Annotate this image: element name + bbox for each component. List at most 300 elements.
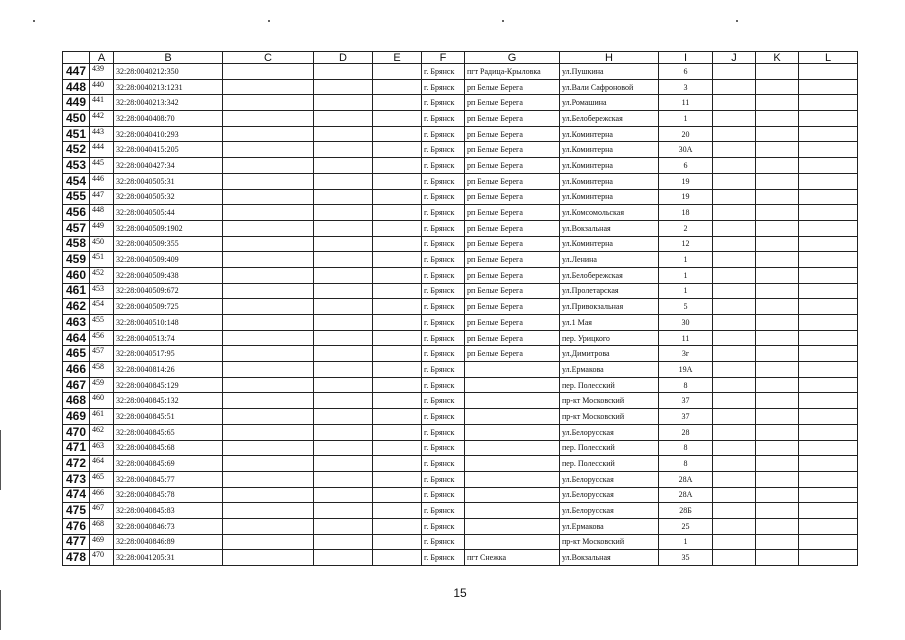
cell-d[interactable] [314, 173, 373, 189]
cell-e[interactable] [373, 503, 422, 519]
row-number[interactable]: 461 [63, 283, 90, 299]
cell-c[interactable] [223, 189, 314, 205]
cell-j[interactable] [713, 111, 756, 127]
cell-h[interactable]: ул.Пролетарская [560, 283, 659, 299]
cell-l[interactable] [799, 377, 858, 393]
cell-j[interactable] [713, 79, 756, 95]
cell-a[interactable]: 469 [90, 534, 114, 550]
cell-g[interactable]: рп Белые Берега [465, 142, 560, 158]
cell-f[interactable]: г. Брянск [422, 64, 465, 80]
cell-f[interactable]: г. Брянск [422, 95, 465, 111]
cell-i[interactable]: 3г [659, 346, 713, 362]
cell-j[interactable] [713, 220, 756, 236]
cell-d[interactable] [314, 79, 373, 95]
cell-h[interactable]: пр-кт Московский [560, 409, 659, 425]
cell-d[interactable] [314, 64, 373, 80]
column-header-j[interactable]: J [713, 52, 756, 64]
cell-l[interactable] [799, 142, 858, 158]
cell-j[interactable] [713, 252, 756, 268]
row-number[interactable]: 462 [63, 299, 90, 315]
cell-d[interactable] [314, 471, 373, 487]
cell-e[interactable] [373, 456, 422, 472]
cell-b[interactable]: 32:28:0040509:355 [114, 236, 223, 252]
cell-c[interactable] [223, 111, 314, 127]
cell-f[interactable]: г. Брянск [422, 456, 465, 472]
column-header-h[interactable]: H [560, 52, 659, 64]
column-header-i[interactable]: I [659, 52, 713, 64]
cell-h[interactable]: пр-кт Московский [560, 393, 659, 409]
cell-l[interactable] [799, 64, 858, 80]
cell-i[interactable]: 1 [659, 283, 713, 299]
cell-k[interactable] [756, 362, 799, 378]
cell-h[interactable]: ул.Белобережская [560, 267, 659, 283]
cell-d[interactable] [314, 267, 373, 283]
cell-h[interactable]: ул.Коминтерна [560, 142, 659, 158]
cell-h[interactable]: ул.Комсомольская [560, 205, 659, 221]
cell-j[interactable] [713, 440, 756, 456]
row-number[interactable]: 454 [63, 173, 90, 189]
cell-h[interactable]: пер. Полесский [560, 377, 659, 393]
cell-k[interactable] [756, 267, 799, 283]
cell-b[interactable]: 32:28:0040505:32 [114, 189, 223, 205]
cell-f[interactable]: г. Брянск [422, 173, 465, 189]
cell-i[interactable]: 6 [659, 158, 713, 174]
cell-k[interactable] [756, 283, 799, 299]
cell-l[interactable] [799, 487, 858, 503]
cell-k[interactable] [756, 409, 799, 425]
cell-i[interactable]: 5 [659, 299, 713, 315]
cell-i[interactable]: 25 [659, 518, 713, 534]
cell-k[interactable] [756, 173, 799, 189]
cell-c[interactable] [223, 409, 314, 425]
cell-j[interactable] [713, 393, 756, 409]
cell-a[interactable]: 464 [90, 456, 114, 472]
cell-a[interactable]: 451 [90, 252, 114, 268]
cell-h[interactable]: ул.Вокзальная [560, 220, 659, 236]
cell-g[interactable] [465, 518, 560, 534]
cell-c[interactable] [223, 205, 314, 221]
column-header-l[interactable]: L [799, 52, 858, 64]
cell-h[interactable]: ул.Коминтерна [560, 173, 659, 189]
cell-f[interactable]: г. Брянск [422, 252, 465, 268]
column-header-c[interactable]: C [223, 52, 314, 64]
cell-c[interactable] [223, 95, 314, 111]
cell-k[interactable] [756, 158, 799, 174]
cell-f[interactable]: г. Брянск [422, 283, 465, 299]
cell-c[interactable] [223, 487, 314, 503]
cell-j[interactable] [713, 158, 756, 174]
cell-g[interactable] [465, 456, 560, 472]
cell-e[interactable] [373, 220, 422, 236]
cell-c[interactable] [223, 503, 314, 519]
cell-e[interactable] [373, 550, 422, 566]
cell-l[interactable] [799, 424, 858, 440]
cell-a[interactable]: 459 [90, 377, 114, 393]
row-number[interactable]: 455 [63, 189, 90, 205]
cell-e[interactable] [373, 409, 422, 425]
column-header-g[interactable]: G [465, 52, 560, 64]
cell-i[interactable]: 2 [659, 220, 713, 236]
cell-j[interactable] [713, 377, 756, 393]
cell-l[interactable] [799, 315, 858, 331]
cell-g[interactable]: рп Белые Берега [465, 236, 560, 252]
row-number[interactable]: 477 [63, 534, 90, 550]
cell-k[interactable] [756, 330, 799, 346]
cell-l[interactable] [799, 534, 858, 550]
cell-e[interactable] [373, 189, 422, 205]
cell-g[interactable] [465, 393, 560, 409]
cell-f[interactable]: г. Брянск [422, 205, 465, 221]
cell-j[interactable] [713, 503, 756, 519]
cell-i[interactable]: 8 [659, 377, 713, 393]
cell-a[interactable]: 444 [90, 142, 114, 158]
cell-f[interactable]: г. Брянск [422, 220, 465, 236]
cell-a[interactable]: 461 [90, 409, 114, 425]
cell-l[interactable] [799, 409, 858, 425]
cell-h[interactable]: ул.Белорусская [560, 424, 659, 440]
cell-j[interactable] [713, 409, 756, 425]
cell-f[interactable]: г. Брянск [422, 330, 465, 346]
row-number[interactable]: 463 [63, 315, 90, 331]
cell-l[interactable] [799, 252, 858, 268]
cell-b[interactable]: 32:28:0040845:69 [114, 456, 223, 472]
cell-h[interactable]: ул.1 Мая [560, 315, 659, 331]
cell-d[interactable] [314, 487, 373, 503]
cell-k[interactable] [756, 424, 799, 440]
cell-l[interactable] [799, 236, 858, 252]
cell-e[interactable] [373, 377, 422, 393]
cell-h[interactable]: пр-кт Московский [560, 534, 659, 550]
cell-f[interactable]: г. Брянск [422, 126, 465, 142]
row-number[interactable]: 478 [63, 550, 90, 566]
cell-j[interactable] [713, 173, 756, 189]
cell-d[interactable] [314, 299, 373, 315]
cell-d[interactable] [314, 456, 373, 472]
row-number[interactable]: 453 [63, 158, 90, 174]
row-number[interactable]: 456 [63, 205, 90, 221]
cell-e[interactable] [373, 252, 422, 268]
column-header-b[interactable]: B [114, 52, 223, 64]
cell-l[interactable] [799, 346, 858, 362]
cell-j[interactable] [713, 471, 756, 487]
cell-c[interactable] [223, 267, 314, 283]
cell-e[interactable] [373, 346, 422, 362]
cell-b[interactable]: 32:28:0040408:70 [114, 111, 223, 127]
cell-b[interactable]: 32:28:0040509:1902 [114, 220, 223, 236]
cell-h[interactable]: ул.Пушкина [560, 64, 659, 80]
cell-f[interactable]: г. Брянск [422, 142, 465, 158]
cell-j[interactable] [713, 267, 756, 283]
cell-i[interactable]: 18 [659, 205, 713, 221]
row-number[interactable]: 476 [63, 518, 90, 534]
cell-k[interactable] [756, 377, 799, 393]
cell-b[interactable]: 32:28:0040845:51 [114, 409, 223, 425]
cell-c[interactable] [223, 64, 314, 80]
cell-g[interactable]: пгт Снежка [465, 550, 560, 566]
cell-h[interactable]: пер. Полесский [560, 440, 659, 456]
cell-g[interactable] [465, 471, 560, 487]
cell-k[interactable] [756, 252, 799, 268]
cell-a[interactable]: 463 [90, 440, 114, 456]
cell-d[interactable] [314, 220, 373, 236]
row-number[interactable]: 464 [63, 330, 90, 346]
cell-l[interactable] [799, 79, 858, 95]
row-number[interactable]: 460 [63, 267, 90, 283]
cell-d[interactable] [314, 95, 373, 111]
cell-b[interactable]: 32:28:0040814:26 [114, 362, 223, 378]
cell-h[interactable]: ул.Коминтерна [560, 236, 659, 252]
cell-b[interactable]: 32:28:0040415:205 [114, 142, 223, 158]
cell-b[interactable]: 32:28:0040845:83 [114, 503, 223, 519]
cell-a[interactable]: 449 [90, 220, 114, 236]
cell-i[interactable]: 37 [659, 393, 713, 409]
cell-f[interactable]: г. Брянск [422, 440, 465, 456]
cell-c[interactable] [223, 346, 314, 362]
cell-e[interactable] [373, 142, 422, 158]
cell-h[interactable]: ул.Привокзальная [560, 299, 659, 315]
cell-f[interactable]: г. Брянск [422, 534, 465, 550]
cell-j[interactable] [713, 534, 756, 550]
cell-a[interactable]: 441 [90, 95, 114, 111]
cell-k[interactable] [756, 518, 799, 534]
column-header-a[interactable]: A [90, 52, 114, 64]
cell-k[interactable] [756, 205, 799, 221]
cell-b[interactable]: 32:28:0041205:31 [114, 550, 223, 566]
cell-e[interactable] [373, 126, 422, 142]
cell-f[interactable]: г. Брянск [422, 377, 465, 393]
cell-j[interactable] [713, 64, 756, 80]
cell-d[interactable] [314, 409, 373, 425]
cell-i[interactable]: 8 [659, 440, 713, 456]
cell-g[interactable]: рп Белые Берега [465, 111, 560, 127]
cell-l[interactable] [799, 471, 858, 487]
cell-k[interactable] [756, 111, 799, 127]
cell-h[interactable]: ул.Коминтерна [560, 126, 659, 142]
cell-g[interactable] [465, 362, 560, 378]
cell-h[interactable]: ул.Вали Сафроновой [560, 79, 659, 95]
cell-a[interactable]: 448 [90, 205, 114, 221]
cell-d[interactable] [314, 534, 373, 550]
cell-k[interactable] [756, 346, 799, 362]
cell-b[interactable]: 32:28:0040410:293 [114, 126, 223, 142]
cell-d[interactable] [314, 377, 373, 393]
cell-l[interactable] [799, 95, 858, 111]
cell-k[interactable] [756, 79, 799, 95]
cell-l[interactable] [799, 220, 858, 236]
cell-g[interactable]: рп Белые Берега [465, 126, 560, 142]
cell-i[interactable]: 1 [659, 111, 713, 127]
cell-k[interactable] [756, 456, 799, 472]
cell-k[interactable] [756, 189, 799, 205]
row-number[interactable]: 475 [63, 503, 90, 519]
cell-i[interactable]: 3 [659, 79, 713, 95]
cell-j[interactable] [713, 518, 756, 534]
cell-c[interactable] [223, 424, 314, 440]
cell-e[interactable] [373, 111, 422, 127]
cell-i[interactable]: 28 [659, 424, 713, 440]
cell-d[interactable] [314, 189, 373, 205]
cell-e[interactable] [373, 79, 422, 95]
cell-b[interactable]: 32:28:0040513:74 [114, 330, 223, 346]
cell-c[interactable] [223, 283, 314, 299]
column-header-k[interactable]: K [756, 52, 799, 64]
cell-b[interactable]: 32:28:0040845:129 [114, 377, 223, 393]
cell-e[interactable] [373, 283, 422, 299]
cell-j[interactable] [713, 330, 756, 346]
cell-i[interactable]: 30А [659, 142, 713, 158]
cell-a[interactable]: 450 [90, 236, 114, 252]
cell-a[interactable]: 455 [90, 315, 114, 331]
cell-b[interactable]: 32:28:0040505:31 [114, 173, 223, 189]
cell-h[interactable]: пер. Урицкого [560, 330, 659, 346]
cell-c[interactable] [223, 173, 314, 189]
cell-c[interactable] [223, 299, 314, 315]
cell-h[interactable]: ул.Белобережская [560, 111, 659, 127]
cell-i[interactable]: 35 [659, 550, 713, 566]
cell-c[interactable] [223, 236, 314, 252]
cell-b[interactable]: 32:28:0040845:132 [114, 393, 223, 409]
cell-j[interactable] [713, 456, 756, 472]
cell-b[interactable]: 32:28:0040845:77 [114, 471, 223, 487]
cell-d[interactable] [314, 424, 373, 440]
cell-g[interactable]: рп Белые Берега [465, 79, 560, 95]
cell-c[interactable] [223, 377, 314, 393]
cell-j[interactable] [713, 142, 756, 158]
cell-e[interactable] [373, 440, 422, 456]
cell-b[interactable]: 32:28:0040510:148 [114, 315, 223, 331]
cell-j[interactable] [713, 95, 756, 111]
cell-g[interactable]: рп Белые Берега [465, 330, 560, 346]
cell-d[interactable] [314, 346, 373, 362]
cell-i[interactable]: 1 [659, 534, 713, 550]
cell-a[interactable]: 442 [90, 111, 114, 127]
cell-i[interactable]: 28А [659, 471, 713, 487]
cell-d[interactable] [314, 126, 373, 142]
cell-a[interactable]: 447 [90, 189, 114, 205]
cell-j[interactable] [713, 550, 756, 566]
cell-j[interactable] [713, 126, 756, 142]
cell-d[interactable] [314, 142, 373, 158]
cell-a[interactable]: 460 [90, 393, 114, 409]
cell-d[interactable] [314, 158, 373, 174]
row-number[interactable]: 469 [63, 409, 90, 425]
cell-i[interactable]: 12 [659, 236, 713, 252]
row-number[interactable]: 473 [63, 471, 90, 487]
cell-b[interactable]: 32:28:0040509:672 [114, 283, 223, 299]
row-number[interactable]: 467 [63, 377, 90, 393]
cell-k[interactable] [756, 503, 799, 519]
cell-f[interactable]: г. Брянск [422, 487, 465, 503]
cell-f[interactable]: г. Брянск [422, 424, 465, 440]
cell-a[interactable]: 452 [90, 267, 114, 283]
cell-g[interactable] [465, 503, 560, 519]
cell-b[interactable]: 32:28:0040212:350 [114, 64, 223, 80]
cell-c[interactable] [223, 126, 314, 142]
cell-l[interactable] [799, 518, 858, 534]
cell-e[interactable] [373, 158, 422, 174]
cell-h[interactable]: ул.Ермакова [560, 362, 659, 378]
cell-i[interactable]: 19 [659, 189, 713, 205]
cell-a[interactable]: 446 [90, 173, 114, 189]
cell-b[interactable]: 32:28:0040846:89 [114, 534, 223, 550]
row-number[interactable]: 470 [63, 424, 90, 440]
cell-l[interactable] [799, 283, 858, 299]
cell-a[interactable]: 454 [90, 299, 114, 315]
cell-c[interactable] [223, 534, 314, 550]
cell-g[interactable] [465, 377, 560, 393]
cell-a[interactable]: 457 [90, 346, 114, 362]
cell-l[interactable] [799, 550, 858, 566]
cell-b[interactable]: 32:28:0040845:68 [114, 440, 223, 456]
cell-h[interactable]: ул.Белорусская [560, 471, 659, 487]
cell-k[interactable] [756, 95, 799, 111]
cell-g[interactable] [465, 440, 560, 456]
row-number[interactable]: 457 [63, 220, 90, 236]
cell-f[interactable]: г. Брянск [422, 189, 465, 205]
cell-h[interactable]: ул.Ленина [560, 252, 659, 268]
cell-k[interactable] [756, 471, 799, 487]
cell-c[interactable] [223, 158, 314, 174]
cell-c[interactable] [223, 362, 314, 378]
cell-c[interactable] [223, 518, 314, 534]
row-number[interactable]: 458 [63, 236, 90, 252]
cell-l[interactable] [799, 158, 858, 174]
cell-c[interactable] [223, 142, 314, 158]
cell-h[interactable]: ул.Вокзальная [560, 550, 659, 566]
cell-i[interactable]: 11 [659, 330, 713, 346]
cell-f[interactable]: г. Брянск [422, 79, 465, 95]
cell-c[interactable] [223, 471, 314, 487]
cell-h[interactable]: ул.Ромашина [560, 95, 659, 111]
cell-f[interactable]: г. Брянск [422, 362, 465, 378]
cell-j[interactable] [713, 315, 756, 331]
cell-d[interactable] [314, 362, 373, 378]
cell-e[interactable] [373, 393, 422, 409]
cell-c[interactable] [223, 456, 314, 472]
cell-c[interactable] [223, 79, 314, 95]
cell-f[interactable]: г. Брянск [422, 111, 465, 127]
cell-a[interactable]: 468 [90, 518, 114, 534]
cell-i[interactable]: 37 [659, 409, 713, 425]
cell-f[interactable]: г. Брянск [422, 503, 465, 519]
cell-h[interactable]: ул.Коминтерна [560, 189, 659, 205]
cell-b[interactable]: 32:28:0040846:73 [114, 518, 223, 534]
cell-h[interactable]: ул.Ермакова [560, 518, 659, 534]
cell-g[interactable] [465, 409, 560, 425]
cell-e[interactable] [373, 267, 422, 283]
cell-k[interactable] [756, 550, 799, 566]
cell-j[interactable] [713, 487, 756, 503]
cell-a[interactable]: 467 [90, 503, 114, 519]
row-number[interactable]: 459 [63, 252, 90, 268]
cell-d[interactable] [314, 315, 373, 331]
cell-b[interactable]: 32:28:0040509:409 [114, 252, 223, 268]
cell-i[interactable]: 20 [659, 126, 713, 142]
cell-d[interactable] [314, 393, 373, 409]
cell-f[interactable]: г. Брянск [422, 518, 465, 534]
column-header-f[interactable]: F [422, 52, 465, 64]
cell-g[interactable]: рп Белые Берега [465, 267, 560, 283]
cell-k[interactable] [756, 487, 799, 503]
cell-g[interactable]: рп Белые Берега [465, 158, 560, 174]
cell-a[interactable]: 453 [90, 283, 114, 299]
cell-g[interactable]: рп Белые Берега [465, 315, 560, 331]
row-number[interactable]: 449 [63, 95, 90, 111]
cell-f[interactable]: г. Брянск [422, 393, 465, 409]
row-number[interactable]: 468 [63, 393, 90, 409]
cell-g[interactable]: рп Белые Берега [465, 252, 560, 268]
cell-g[interactable]: рп Белые Берега [465, 173, 560, 189]
